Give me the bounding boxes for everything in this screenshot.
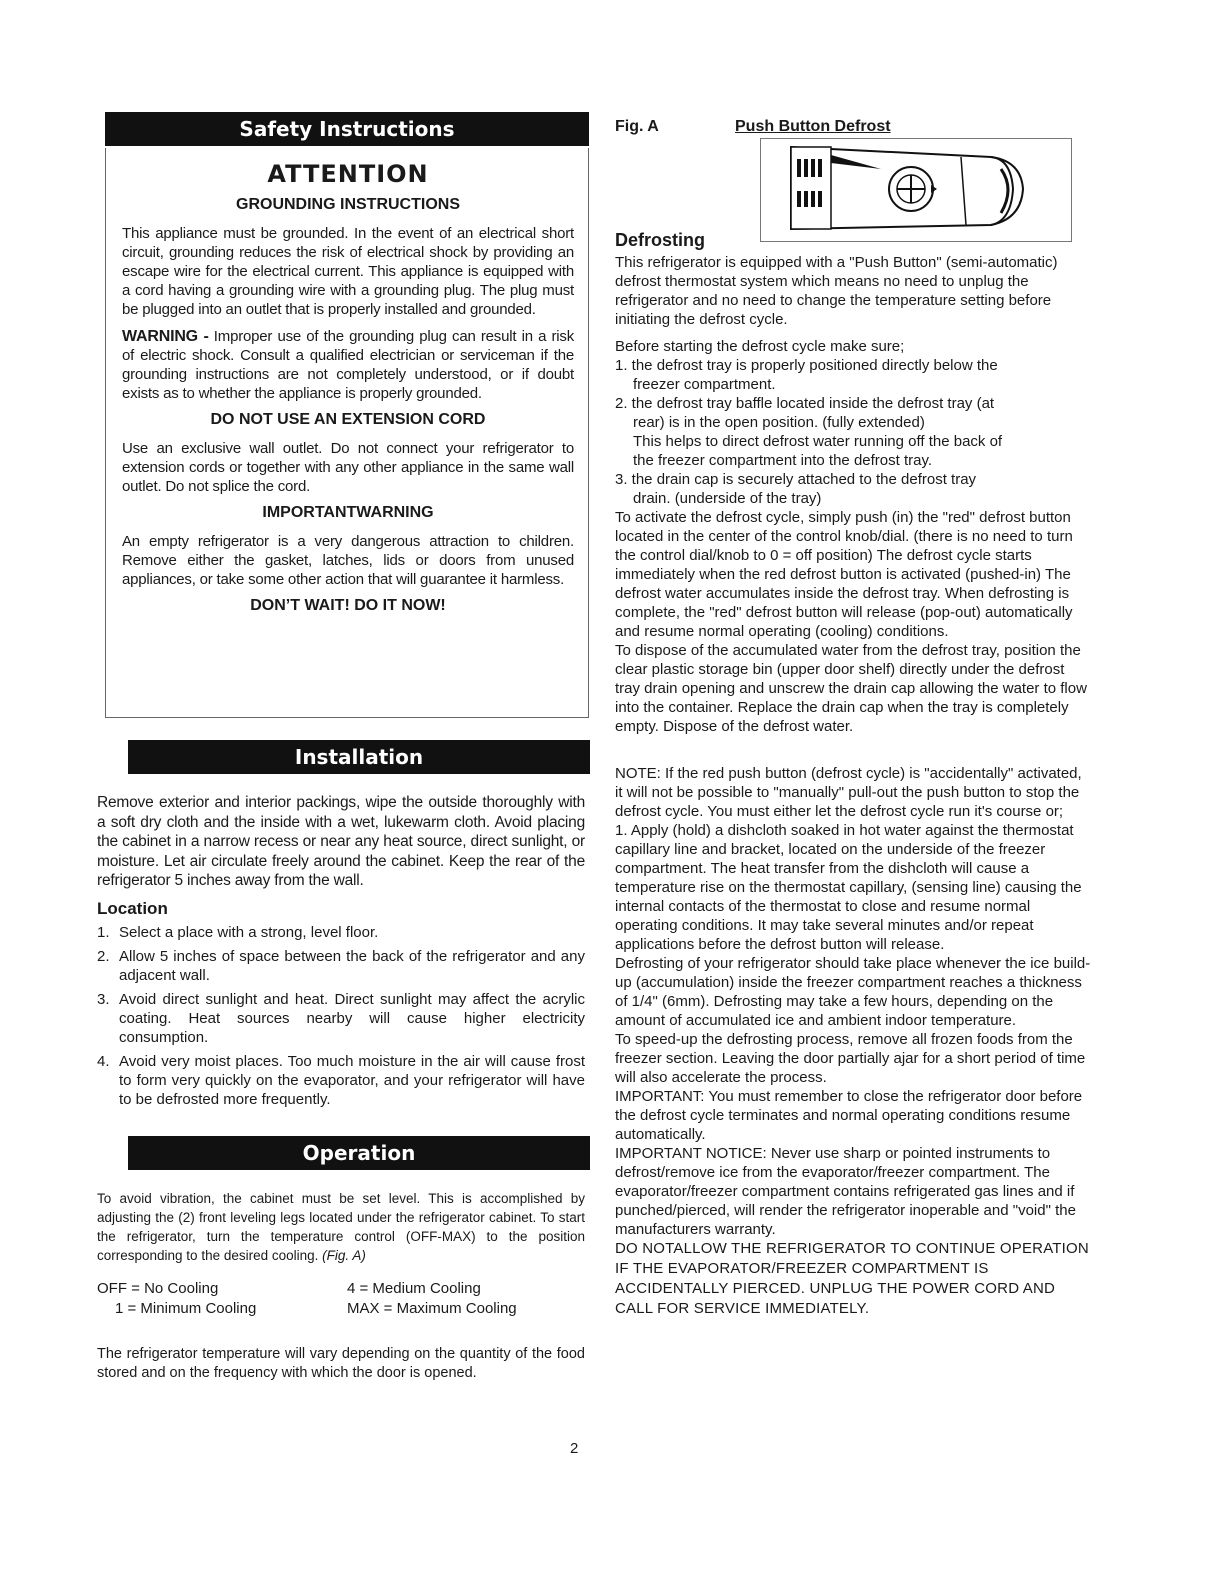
extension-cord-text: Use an exclusive wall outlet. Do not connect your refrigerator to extension cords or together with any other appliance in the same wall outlet. Do not splice the cord. (122, 440, 574, 495)
defrost-step-3b: drain. (underside of the tray) (633, 490, 822, 507)
dont-wait-heading: DON’T WAIT! DO IT NOW! (250, 597, 446, 614)
installation-header: Installation (128, 740, 590, 774)
defrost-apply: 1. Apply (hold) a dishcloth soaked in hot water against the thermostat capillary line and bracket, located on the underside of the freezer compartment. The heat transfer from the dishcloth will cause a temperature rise on the thermostat capillary, (sensing line) causing the internal contacts of the thermostat to close and resume normal operating conditions. It may take several minutes and/or repeat applications before the defrost button will release. (615, 822, 1082, 953)
extension-cord-heading: DO NOT USE AN EXTENSION CORD (210, 411, 486, 428)
defrost-step-2c: This helps to direct defrost water running off the back of (633, 433, 1003, 450)
figure-title: Push Button Defrost (735, 118, 891, 135)
defrost-dispose: To dispose of the accumulated water from the defrost tray, position the clear plastic storage bin (upper door shelf) directly under the defrost tray drain opening and unscrew the drain cap allowing the water to flow into the container. Replace the drain cap when the tray is completely empty. Dispose of the defrost water. (615, 642, 1087, 735)
installation-text: Remove exterior and interior packings, wipe the outside thoroughly with a soft dry cloth and the inside with a wet, lukewarm cloth. Avoid placing the cabinet in a narrow recess or near any heat source, direct sunlight, or moisture. Let air circulate freely around the cabinet. Keep the rear of the refrigerator 5 inches away from the wall. (97, 794, 585, 889)
operation-body: To avoid vibration, the cabinet must be set level. This is accomplished by adjusting the (2) front leveling legs located under the refrigerator cabinet. To start the refrigerator, turn the temperature control (OFF-MAX) to the position corresponding to the desired cooling. (97, 1191, 585, 1263)
defrost-step-1b: freezer compartment. (633, 376, 776, 393)
important-warning-heading: IMPORTANTWARNING (262, 504, 434, 521)
grounding-text: This appliance must be grounded. In the event of an electrical short circuit, grounding reduces the risk of electrical shock by providing an escape wire for the electrical current. This appliance is equipped with a cord having a grounding wire with a grounding plug. The plug must be plugged into an outlet that is properly installed and grounded. (122, 225, 574, 318)
push-button-defrost-illustration (761, 139, 1071, 241)
warning-paragraph (122, 327, 574, 403)
defrosting-heading: Defrosting (615, 230, 705, 250)
figure-frame (760, 138, 1072, 242)
defrost-important: IMPORTANT: You must remember to close the refrigerator door before the defrost cycle terminates and normal operating conditions resume automatically. (615, 1088, 1083, 1143)
installation-section (97, 793, 585, 1114)
operation-section (97, 1189, 585, 1398)
operation-closing-text: The refrigerator temperature will vary depending on the quantity of the food stored and on the frequency with which the door is opened. (97, 1346, 585, 1381)
location-list-item (97, 923, 585, 942)
location-list-item (97, 990, 585, 1047)
location-item-text: Select a place with a strong, level floor. (119, 923, 379, 941)
setting-off: OFF = No Cooling (97, 1280, 219, 1297)
warning-text: Improper use of the grounding plug can result in a risk of electric shock. Consult a qualified electrician or serviceman if the grounding instructions are not completely understood, or if doubt exists as to whether the appliance is properly grounded. (122, 328, 574, 402)
location-item-number: 1. (97, 923, 110, 941)
defrost-step-3a: 3. the drain cap is securely attached to the defrost tray (615, 471, 977, 488)
defrost-when: Defrosting of your refrigerator should take place whenever the ice build-up (accumulation) inside the freezer compartment reaches a thickness of 1/4" (6mm). Defrosting may take a few hours, depending on the amount of accumulated ice and ambient indoor temperature. (615, 955, 1091, 1029)
grounding-heading: GROUNDING INSTRUCTIONS (236, 196, 460, 213)
defrost-step-1a: 1. the defrost tray is properly positioned directly below the (615, 357, 998, 374)
operation-text (97, 1189, 585, 1265)
setting-1: 1 = Minimum Cooling (115, 1300, 257, 1317)
location-heading: Location (97, 898, 168, 918)
operation-header: Operation (128, 1136, 590, 1170)
defrost-activate: To activate the defrost cycle, simply push (in) the "red" defrost button located in the center of the control knob/dial. (there is no need to turn the control dial/knob to 0 = off position) The defrost cycle starts immediately when the red defrost button is activated (pushed-in) The defrost water accumulates inside the defrost tray. When defrosting is complete, the "red" defrost button will release (pop-out) automatically and resume normal operating (cooling) conditions. (615, 509, 1073, 640)
safety-instructions-box (105, 148, 589, 718)
defrosting-section (615, 253, 1093, 1319)
location-list (97, 923, 585, 1109)
setting-max: MAX = Maximum Cooling (347, 1300, 517, 1317)
location-item-number: 3. (97, 990, 110, 1008)
defrost-before: Before starting the defrost cycle make sure; (615, 338, 905, 355)
important-warning-text: An empty refrigerator is a very dangerous attraction to children. Remove either the gasket, latches, lids or doors from unused appliances, or take some other action that will guarantee it harmless. (122, 533, 574, 588)
defrost-caps-warning: DO NOTALLOW THE REFRIGERATOR TO CONTINUE OPERATION IF THE EVAPORATOR/FREEZER COMPARTMENT IS ACCIDENTALLY PIERCED. UNPLUG THE POWER CORD AND CALL FOR SERVICE IMMEDIATELY. (615, 1240, 1089, 1317)
setting-4: 4 = Medium Cooling (347, 1280, 481, 1297)
location-item-text: Allow 5 inches of space between the back of the refrigerator and any adjacent wall. (119, 947, 585, 984)
location-item-number: 4. (97, 1052, 110, 1070)
warning-lead: WARNING - (122, 328, 209, 345)
defrost-step-2d: the freezer compartment into the defrost tray. (633, 452, 933, 469)
defrost-step-2b: rear) is in the open position. (fully extended) (633, 414, 925, 431)
figure-label: Fig. A (615, 118, 659, 135)
cooling-settings (97, 1279, 585, 1319)
defrost-speed: To speed-up the defrosting process, remove all frozen foods from the freezer section. Leaving the door partially ajar for a short period of time will also accelerate the process. (615, 1031, 1086, 1086)
location-list-item (97, 947, 585, 985)
location-item-text: Avoid very moist places. Too much moisture in the air will cause frost to form very quickly on the evaporator, and your refrigerator will have to be defrosted more frequently. (119, 1052, 585, 1108)
location-item-text: Avoid direct sunlight and heat. Direct sunlight may affect the acrylic coating. Heat sources nearby will cause higher electricity consumption. (119, 990, 585, 1046)
fig-reference: (Fig. A) (322, 1248, 366, 1263)
safety-instructions-header: Safety Instructions (105, 112, 589, 146)
defrost-notice: IMPORTANT NOTICE: Never use sharp or pointed instruments to defrost/remove ice from the evaporator/freezer compartment. The evaporator/freezer compartment contains refrigerated gas lines and if punched/pierced, will render the refrigerator inoperable and "void" the manufacturers warranty. (615, 1145, 1076, 1238)
location-item-number: 2. (97, 947, 110, 965)
location-list-item (97, 1052, 585, 1109)
defrost-intro: This refrigerator is equipped with a "Push Button" (semi-automatic) defrost thermostat system which means no need to unplug the refrigerator and no need to change the temperature setting before initiating the defrost cycle. (615, 254, 1058, 328)
page-number: 2 (570, 1440, 579, 1457)
defrost-step-2a: 2. the defrost tray baffle located inside the defrost tray (at (615, 395, 995, 412)
attention-heading: ATTENTION (267, 160, 429, 188)
defrost-note: NOTE: If the red push button (defrost cycle) is "accidentally" activated, it will not be possible to "manually" pull-out the push button to stop the defrost cycle. You must either let the defrost cycle run it's course or; (615, 765, 1082, 820)
